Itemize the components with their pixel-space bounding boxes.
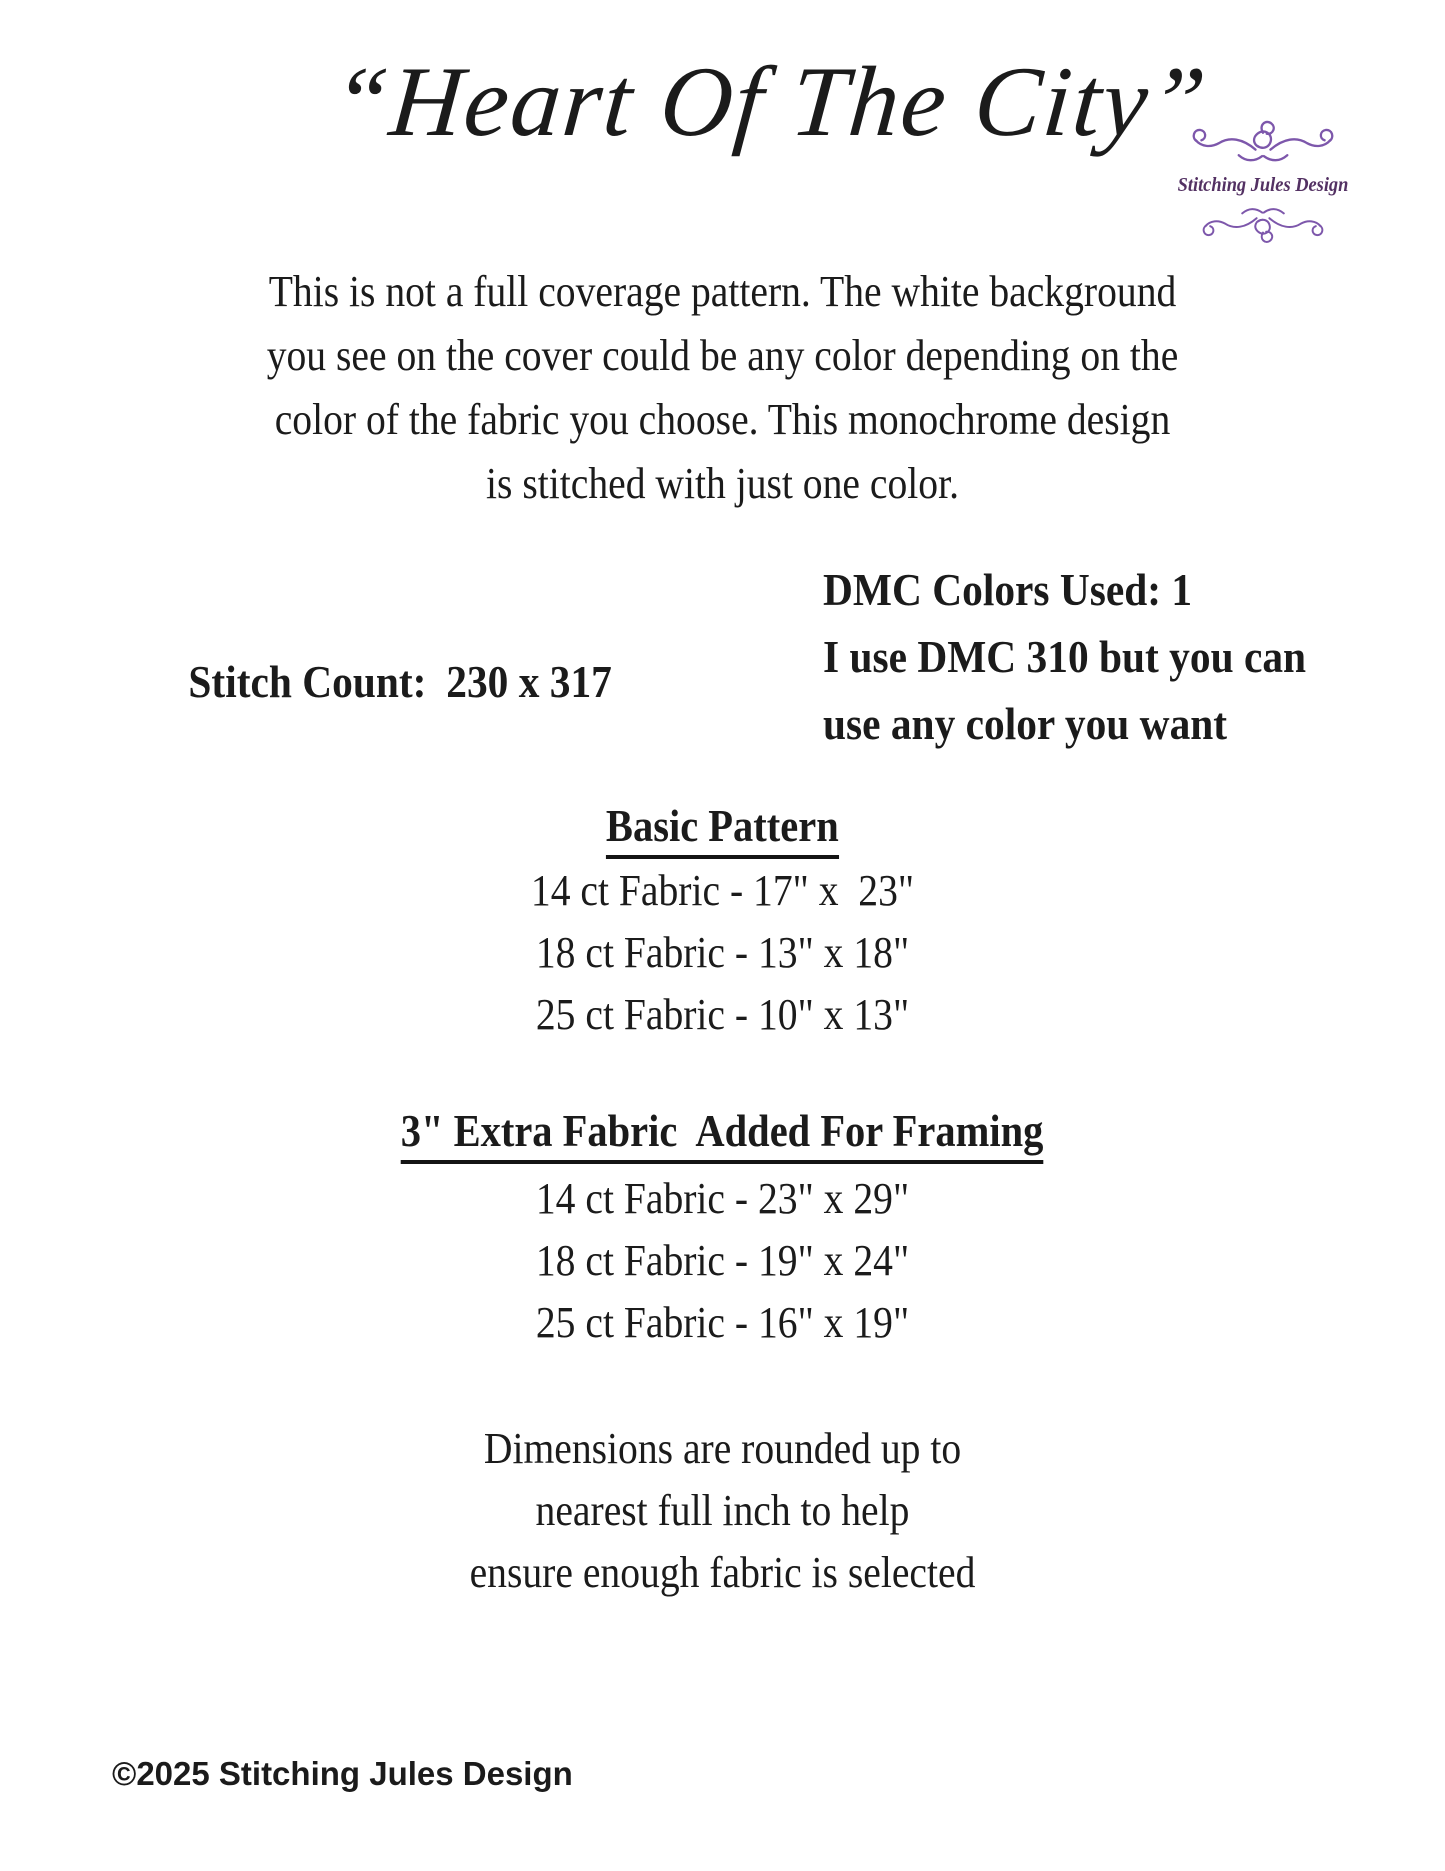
- note-line: Dimensions are rounded up to: [483, 1424, 962, 1473]
- stitch-count-label: Stitch Count:: [188, 656, 427, 707]
- note-line: ensure enough fabric is selected: [469, 1548, 976, 1597]
- fabric-size-row: 18 ct Fabric - 13" x 18": [535, 928, 910, 977]
- fabric-size-row: 25 ct Fabric - 16" x 19": [535, 1298, 910, 1347]
- basic-pattern-heading: [0, 798, 1445, 859]
- intro-paragraph: [0, 260, 1445, 516]
- logo-flourish-bottom-icon: [1160, 199, 1366, 247]
- logo-flourish-top-icon: [1160, 116, 1366, 172]
- basic-pattern-heading-text: Basic Pattern: [606, 798, 839, 859]
- framing-rows: [0, 1168, 1445, 1354]
- intro-line: is stitched with just one color.: [486, 459, 959, 508]
- dmc-colors-info: [823, 556, 1306, 757]
- dmc-line: use any color you want: [823, 698, 1228, 749]
- stitch-count: [147, 604, 612, 760]
- fabric-size-row: 14 ct Fabric - 17" x 23": [530, 866, 915, 915]
- basic-pattern-rows: [0, 860, 1445, 1046]
- framing-heading: [0, 1103, 1445, 1164]
- intro-line: This is not a full coverage pattern. The white background: [268, 267, 1177, 316]
- brand-logo-text: Stitching Jules Design: [1177, 174, 1349, 196]
- dmc-line: I use DMC 310 but you can: [823, 631, 1307, 682]
- brand-logo: [1160, 116, 1366, 247]
- page-title: “Heart Of The City”: [328, 46, 1212, 157]
- fabric-size-row: 25 ct Fabric - 10" x 13": [535, 990, 910, 1039]
- dmc-line: DMC Colors Used: 1: [823, 564, 1193, 615]
- fabric-size-row: 14 ct Fabric - 23" x 29": [535, 1174, 910, 1223]
- intro-line: you see on the cover could be any color depending on the: [266, 331, 1179, 380]
- note-line: nearest full inch to help: [535, 1486, 910, 1535]
- copyright-text: ©2025 Stitching Jules Design: [112, 1755, 573, 1792]
- stitch-count-value: 230 x 317: [446, 656, 612, 707]
- dimensions-note: [0, 1418, 1445, 1604]
- fabric-size-row: 18 ct Fabric - 19" x 24": [535, 1236, 910, 1285]
- intro-line: color of the fabric you choose. This monochrome design: [274, 395, 1171, 444]
- framing-heading-text: 3" Extra Fabric Added For Framing: [401, 1103, 1044, 1164]
